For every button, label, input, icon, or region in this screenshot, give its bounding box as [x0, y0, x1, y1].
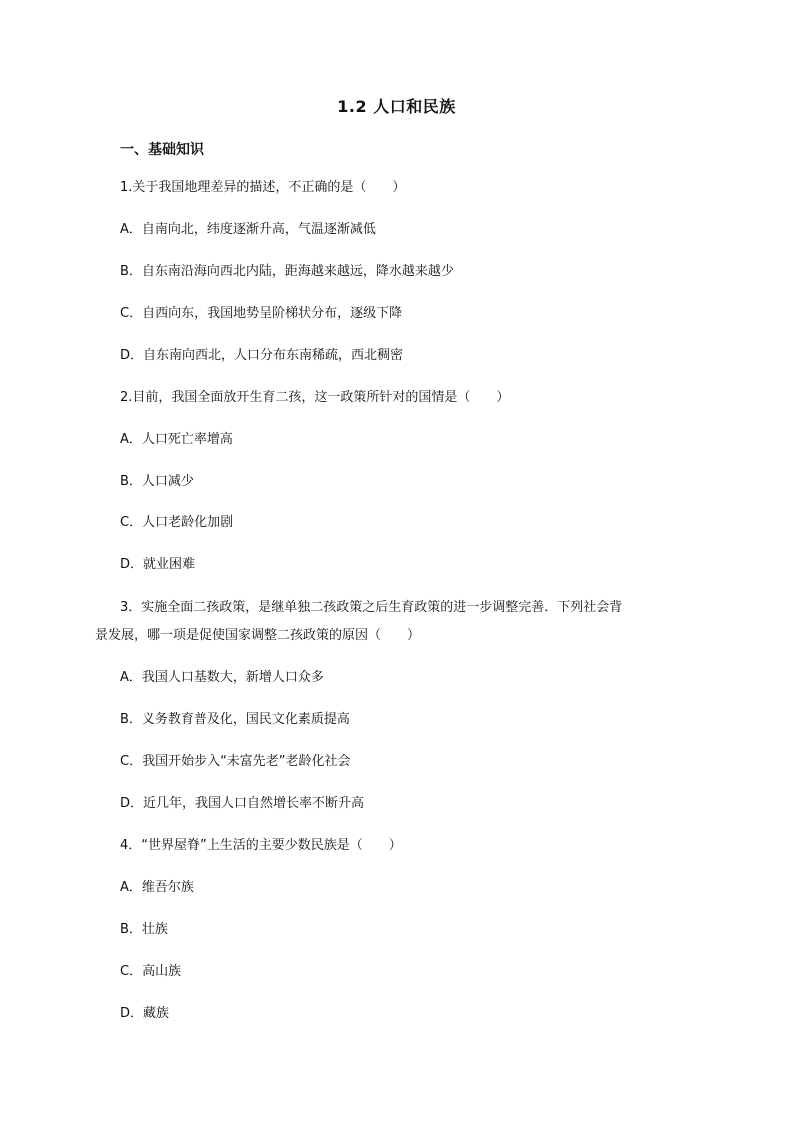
- question-4-option-a: A．维吾尔族: [120, 880, 194, 895]
- question-2-option-b: B．人口减少: [120, 474, 194, 489]
- question-1-option-a: A．自南向北，纬度逐渐升高，气温逐渐减低: [120, 222, 376, 237]
- question-3-option-b: B．义务教育普及化，国民文化素质提高: [120, 712, 350, 727]
- section-heading: 一、基础知识: [120, 142, 204, 158]
- question-3-stem-line-2: 景发展，哪一项是促使国家调整二孩政策的原因（ ）: [95, 628, 421, 643]
- question-4-option-c: C．高山族: [120, 964, 182, 979]
- question-3-option-d: D．近几年，我国人口自然增长率不断升高: [120, 796, 365, 811]
- question-1-option-c: C．自西向东，我国地势呈阶梯状分布，逐级下降: [120, 306, 403, 321]
- question-2-option-d: D．就业困难: [120, 557, 196, 572]
- question-1-stem: 1.关于我国地理差异的描述，不正确的是（ ）: [120, 180, 406, 195]
- question-4-option-d: D．藏族: [120, 1006, 170, 1021]
- question-3-option-a: A．我国人口基数大，新增人口众多: [120, 670, 324, 685]
- question-3-option-c: C．我国开始步入“未富先老”老龄化社会: [120, 754, 351, 769]
- question-2-stem: 2.目前，我国全面放开生育二孩，这一政策所针对的国情是（ ）: [120, 390, 510, 405]
- question-4-option-b: B．壮族: [120, 922, 168, 937]
- page-title: 1.2 人口和民族: [337, 97, 456, 116]
- question-1-option-d: D．自东南向西北，人口分布东南稀疏，西北稠密: [120, 348, 404, 363]
- question-1-option-b: B．自东南沿海向西北内陆，距海越来越远，降水越来越少: [120, 264, 454, 279]
- question-3-stem-line-1: 3．实施全面二孩政策，是继单独二孩政策之后生育政策的进一步调整完善．下列社会背: [120, 600, 623, 615]
- question-2-option-a: A．人口死亡率增高: [120, 432, 233, 447]
- question-2-option-c: C．人口老龄化加剧: [120, 515, 234, 530]
- question-4-stem: 4．“世界屋脊”上生活的主要少数民族是（ ）: [120, 838, 402, 853]
